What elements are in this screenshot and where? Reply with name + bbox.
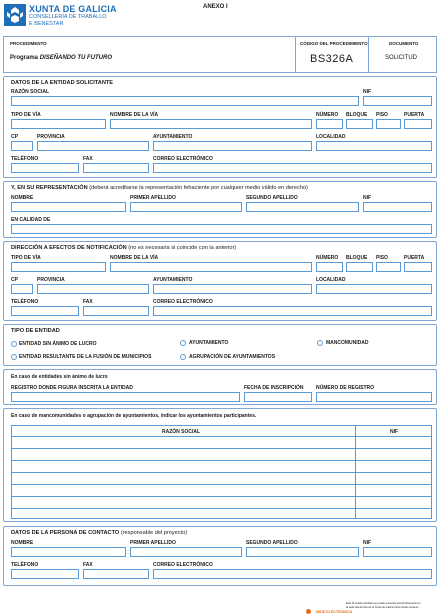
- doc-divider: [368, 37, 369, 72]
- notif-tipo-via-label: TIPO DE VÍA: [11, 255, 41, 261]
- ayuntamiento-input[interactable]: [153, 141, 312, 151]
- notif-bloque-label: BLOQUE: [346, 255, 368, 261]
- contact-segundo-apellido-input[interactable]: [246, 547, 359, 557]
- notif-cp-input[interactable]: [11, 284, 33, 294]
- puerta-input[interactable]: [404, 119, 432, 129]
- registro-label: REGISTRO DONDE FIGURA INSCRITA LA ENTIDAD: [11, 385, 133, 391]
- radio-mancomunidad[interactable]: [317, 340, 323, 346]
- radio-agrupacion-label: AGRUPACIÓN DE AYUNTAMIENTOS: [189, 354, 276, 360]
- notif-tipo-via-input[interactable]: [11, 262, 106, 272]
- col-nif-header: NIF: [390, 429, 399, 435]
- localidad-label: LOCALIDAD: [316, 134, 346, 140]
- notif-piso-label: PISO: [376, 255, 388, 261]
- representative-title-sub: (deberá acreditarse la representación fehaciente por cualquier medio válido en derecho): [89, 185, 308, 191]
- code-value: BS326A: [310, 53, 354, 65]
- table-row[interactable]: [12, 436, 431, 448]
- contact-nif-label: NIF: [363, 540, 372, 546]
- notif-nombre-via-input[interactable]: [110, 262, 312, 272]
- cp-label: CP: [11, 134, 18, 140]
- org-name: XUNTA DE GALICIA: [29, 4, 117, 14]
- representative-title: [11, 185, 308, 191]
- rep-primer-apellido-label: PRIMER APELLIDO: [130, 195, 176, 201]
- radio-sin-animo[interactable]: [11, 341, 17, 347]
- sede-label: SEDE ELECTRÓNICA: [315, 609, 353, 614]
- radio-fusion[interactable]: [11, 354, 17, 360]
- contact-section: [3, 526, 437, 586]
- code-divider: [295, 37, 296, 72]
- notif-fax-label: FAX: [83, 299, 93, 305]
- contact-nombre-input[interactable]: [11, 547, 126, 557]
- rep-segundo-apellido-input[interactable]: [246, 202, 359, 212]
- rep-nif-input[interactable]: [363, 202, 432, 212]
- puerta-label: PUERTA: [404, 112, 425, 118]
- sede-icon: [306, 609, 311, 614]
- contact-telefono-input[interactable]: [11, 569, 79, 579]
- telefono-input[interactable]: [11, 163, 79, 173]
- telefono-label: TELÉFONO: [11, 156, 39, 162]
- nif-input[interactable]: [363, 96, 432, 106]
- procedure-label: PROCEDIMENTO: [10, 41, 47, 46]
- numero-registro-label: NÚMERO DE REGISTRO: [316, 385, 375, 391]
- table-row[interactable]: [12, 496, 431, 508]
- notif-correo-input[interactable]: [153, 306, 432, 316]
- rep-en-calidad-input[interactable]: [11, 224, 432, 234]
- applicant-section: [3, 76, 437, 178]
- rep-nombre-input[interactable]: [11, 202, 126, 212]
- footer-note-line2: la sede electrónica de la Xunta de Galicia https://sede.xunta.es: [346, 606, 419, 609]
- radio-ayuntamiento[interactable]: [180, 340, 186, 346]
- numero-registro-input[interactable]: [316, 392, 432, 402]
- contact-correo-label: CORREO ELECTRÓNICO: [153, 562, 213, 568]
- radio-agrupacion[interactable]: [180, 354, 186, 360]
- grouping-section: [3, 408, 437, 522]
- contact-nombre-label: NOMBRE: [11, 540, 34, 546]
- nombre-via-label: NOMBRE DE LA VÍA: [110, 112, 159, 118]
- notification-section: [3, 241, 437, 321]
- grouping-title: En caso de mancomunidades o agrupación de ayuntamientos, indicar los ayuntamientos participantes.: [11, 413, 257, 419]
- fax-label: FAX: [83, 156, 93, 162]
- notif-provincia-label: PROVINCIA: [37, 277, 65, 283]
- representative-section: [3, 181, 437, 238]
- annex-label: ANEXO I: [203, 4, 228, 10]
- registro-input[interactable]: [11, 392, 240, 402]
- fecha-inscripcion-label: FECHA DE INSCRIPCIÓN: [244, 385, 304, 391]
- applicant-title: DATOS DE LA ENTIDAD SOLICITANTE: [11, 80, 114, 86]
- provincia-input[interactable]: [37, 141, 149, 151]
- table-row[interactable]: [12, 460, 431, 472]
- table-row[interactable]: [12, 472, 431, 484]
- doc-value: SOLICITUD: [385, 55, 418, 61]
- notif-fax-input[interactable]: [83, 306, 149, 316]
- table-row[interactable]: [12, 484, 431, 496]
- notif-telefono-label: TELÉFONO: [11, 299, 39, 305]
- table-row[interactable]: [12, 448, 431, 460]
- contact-fax-label: FAX: [83, 562, 93, 568]
- numero-label: NÚMERO: [316, 112, 339, 118]
- notif-ayuntamiento-input[interactable]: [153, 284, 312, 294]
- table-row[interactable]: [12, 508, 431, 520]
- notification-title-sub: (no es necesaria si coincide con la anterior): [128, 245, 237, 251]
- xunta-logo: [4, 4, 26, 26]
- notification-title: [11, 245, 236, 251]
- rep-nombre-label: NOMBRE: [11, 195, 34, 201]
- department-line2: E BENESTAR: [29, 21, 64, 27]
- localidad-input[interactable]: [316, 141, 432, 151]
- notification-title-main: DIRECCIÓN A EFECTOS DE NOTIFICACIÓN: [11, 245, 127, 251]
- contact-nif-input[interactable]: [363, 547, 432, 557]
- representative-title-main: Y, EN SU REPRESENTACIÓN: [11, 185, 88, 191]
- entity-type-title: TIPO DE ENTIDAD: [11, 328, 60, 334]
- code-label: CÓDIGO DEL PROCEDIMIENTO: [300, 41, 368, 46]
- piso-input[interactable]: [376, 119, 401, 129]
- nombre-via-input[interactable]: [110, 119, 312, 129]
- fecha-inscripcion-input[interactable]: [244, 392, 312, 402]
- contact-fax-input[interactable]: [83, 569, 149, 579]
- piso-label: PISO: [376, 112, 388, 118]
- notif-puerta-input[interactable]: [404, 262, 432, 272]
- nif-label: NIF: [363, 89, 372, 95]
- department-line1: CONSELLERÍA DE TRABALLO: [29, 14, 107, 20]
- notif-ayuntamiento-label: AYUNTAMIENTO: [153, 277, 193, 283]
- bloque-input[interactable]: [346, 119, 373, 129]
- notif-cp-label: CP: [11, 277, 18, 283]
- correo-input[interactable]: [153, 163, 432, 173]
- notif-numero-label: NÚMERO: [316, 255, 339, 261]
- procedure-box: [3, 36, 437, 73]
- entity-type-section: [3, 324, 437, 366]
- galicia-emblem-icon: [4, 4, 26, 26]
- tipo-via-input[interactable]: [11, 119, 106, 129]
- program-prefix: Programa: [10, 55, 39, 61]
- program-title: [10, 55, 112, 61]
- grouping-table: [11, 425, 432, 519]
- col-razon-header: RAZÓN SOCIAL: [162, 429, 201, 435]
- contact-title-sub: (responsable del proyecto): [120, 530, 188, 536]
- nonprofit-title: En caso de entidades sin ánimo de lucro: [11, 374, 108, 380]
- doc-label: DOCUMENTO: [389, 41, 419, 46]
- contact-primer-apellido-label: PRIMER APELLIDO: [130, 540, 176, 546]
- notif-piso-input[interactable]: [376, 262, 401, 272]
- rep-segundo-apellido-label: SEGUNDO APELLIDO: [246, 195, 298, 201]
- notif-nombre-via-label: NOMBRE DE LA VÍA: [110, 255, 159, 261]
- rep-primer-apellido-input[interactable]: [130, 202, 242, 212]
- tipo-via-label: TIPO DE VÍA: [11, 112, 41, 118]
- cp-input[interactable]: [11, 141, 33, 151]
- nonprofit-section: [3, 369, 437, 405]
- radio-fusion-label: ENTIDAD RESULTANTE DE LA FUSIÓN DE MUNICIPIOS: [19, 354, 152, 360]
- contact-title: [11, 530, 187, 536]
- contact-telefono-label: TELÉFONO: [11, 562, 39, 568]
- razon-social-label: RAZÓN SOCIAL: [11, 89, 50, 95]
- bloque-label: BLOQUE: [346, 112, 368, 118]
- notif-provincia-input[interactable]: [37, 284, 149, 294]
- numero-input[interactable]: [316, 119, 343, 129]
- ayuntamiento-label: AYUNTAMIENTO: [153, 134, 193, 140]
- rep-nif-label: NIF: [363, 195, 372, 201]
- razon-social-input[interactable]: [11, 96, 359, 106]
- notif-telefono-input[interactable]: [11, 306, 79, 316]
- notif-localidad-input[interactable]: [316, 284, 432, 294]
- rep-en-calidad-label: EN CALIDAD DE: [11, 217, 51, 223]
- contact-title-main: DATOS DE LA PERSONA DE CONTACTO: [11, 530, 120, 536]
- fax-input[interactable]: [83, 163, 149, 173]
- provincia-label: PROVINCIA: [37, 134, 65, 140]
- footer-note-line1: Este formulario también se puede presentar electrónicamente en: [346, 602, 421, 605]
- program-name: DISEÑANDO TU FUTURO: [39, 55, 113, 61]
- notif-puerta-label: PUERTA: [404, 255, 425, 261]
- contact-primer-apellido-input[interactable]: [130, 547, 242, 557]
- notif-correo-label: CORREO ELECTRÓNICO: [153, 299, 213, 305]
- contact-correo-input[interactable]: [153, 569, 432, 579]
- radio-ayuntamiento-label: AYUNTAMIENTO: [189, 340, 229, 346]
- radio-sin-animo-label: ENTIDAD SIN ÁNIMO DE LUCRO: [19, 341, 97, 347]
- notif-numero-input[interactable]: [316, 262, 343, 272]
- correo-label: CORREO ELECTRÓNICO: [153, 156, 213, 162]
- contact-segundo-apellido-label: SEGUNDO APELLIDO: [246, 540, 298, 546]
- notif-localidad-label: LOCALIDAD: [316, 277, 346, 283]
- radio-mancomunidad-label: MANCOMUNIDAD: [326, 340, 369, 346]
- notif-bloque-input[interactable]: [346, 262, 373, 272]
